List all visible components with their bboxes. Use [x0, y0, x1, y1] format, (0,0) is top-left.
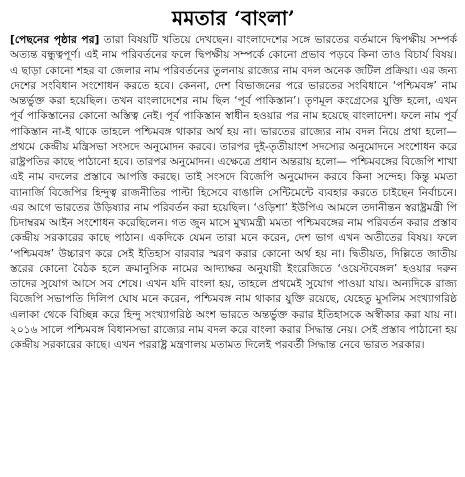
continuation-label: [পেছনের পৃষ্ঠার পর] [10, 34, 100, 46]
article-headline: মমতার ‘বাংলা’ [172, 6, 295, 30]
article-text: তারা বিষয়টি খতিয়ে দেখছেন। বাংলাদেশের সঙ্গে ভারতের বর্তমানে দ্বিপক্ষীয় সম্পর্ক অত্যন্ত বন্ধুত্বপূর্ণ। এই নাম পরিবর্তনের ফলে দ্বিপক্ষীয় সম্পর্কে কোনো প্রভাব পড়বে কিনা তাও বিচার্য বিষয়। এ ছাড়া কোনো শহর বা জেলার নাম পরিবর্তনের তুলনায় রাজ্যের নাম বদল অনেক জটিল প্রক্রিয়া। এর জন্য দেশের সংবিধান সংশোধন করতে হবে। কেননা, দেশ বিভাজনের পরে ভারতের সংবিধানে ‘পশ্চিমবঙ্গ’ নাম অন্তর্ভুক্ত করা হয়েছিল। তখন বাংলাদেশের নাম ছিল ‘পূর্ব পাকিস্তান’। তৃণমূল কংগ্রেসের যুক্তি হলো, এখন পূর্ব পাকিস্তানের কোনো অস্তিত্ব নেই। পূর্ব পাকিস্তান স্বাধীন হওয়ার পর নাম হয়েছে বাংলাদেশ। ফলে নাম পূর্ব পাকিস্তান না-ই থাকে তাহলে পশ্চিমবঙ্গ থাকার অর্থ হয় না। ভারতের রাজ্যের নাম বদল নিয়ে প্রথা হলো— প্রথমে কেন্দ্রীয় মন্ত্রিসভা সংসদে অনুমোদন করবে। তারপর দুই-তৃতীয়াংশ সদস্যের অনুমোদনে সংশোধন করে রাষ্ট্রপতির কাছে পাঠানো হবে। তারপর অনুমোদন। এক্ষেত্রে প্রধান অন্তরায় হলো— পশ্চিমবঙ্গের বিজেপি শাখা এই নাম বদলের প্রস্তাবে আপত্তি করছে। তাই সংসদে বিজেপি অনুমোদন করবে কিনা সন্দেহ। কিন্তু মমতা ব্যানার্জি বিজেপির হিন্দুত্ব রাজনীতির পাল্টা হিসেবে বাঙালি সেন্টিমেন্টে ব্যবহার করতে চাইছেন নির্বাচনে। এর আগে ভারতের উড়িষ্যার নাম পরিবর্তন করা হয়েছিল। ‘ওড়িশা’ ইউপিএ আমলে তদানীন্তন স্বরাষ্ট্রমন্ত্রী পি চিদাম্বরম আইন সংশোধন করেছিলেন। গত জুন মাসে মুখ্যমন্ত্রী মমতা পশ্চিমবঙ্গের নাম পরিবর্তন করার প্রস্তাব কেন্দ্রীয় সরকারের কাছে পাঠান। একদিকে যেমন তারা মনে করেন, দেশ ভাগ এখন অতীতের বিষয়। ফলে ‘পশ্চিমবঙ্গ’ উচ্চারণ করে সেই ইতিহাস বারবার স্মরণ করার কোনো অর্থ হয় না। দ্বিতীয়ত, দিল্লিতে জাতীয় স্তরের কোনো বৈঠক হলে ক্রমানুসিক নামের আদ্যাক্ষর অনুযায়ী ইংরেজিতে ‘ওয়েস্টবেঙ্গল’ হওয়ার দরুন তাদের সুযোগ আসে সব শেষে। এখন যদি বাংলা হয়, তাহলে প্রথমেই সুযোগ পাওয়া যায়। অন্যদিকে রাজ্য বিজেপি সভাপতি দিলিপ ঘোষ মনে করেন, পশ্চিমবঙ্গ নাম থাকার যুক্তি রয়েছে, যেহেতু মুসলিম সংখ্যাগরিষ্ঠ এলাকা থেকে বিচ্ছিন্ন করে হিন্দু সংখ্যাগরিষ্ঠ অংশ ভারতে অন্তর্ভুক্ত করার ইতিহাসকে অস্বীকার করা যায় না। ২০১৬ সালে পশ্চিমবঙ্গ বিধানসভা রাজ্যের নাম বদল করে বাংলা করার সিদ্ধান্ত নেয়। সেই প্রস্তাব পাঠানো হয় কেন্দ্রীয় সরকারের কাছে। এখন পররাষ্ট্র মন্ত্রণালয় মতামত দিলেই পরবর্তী সিদ্ধান্ত নেবে ভারত সরকার। [10, 34, 458, 351]
article-body [10, 33, 457, 353]
